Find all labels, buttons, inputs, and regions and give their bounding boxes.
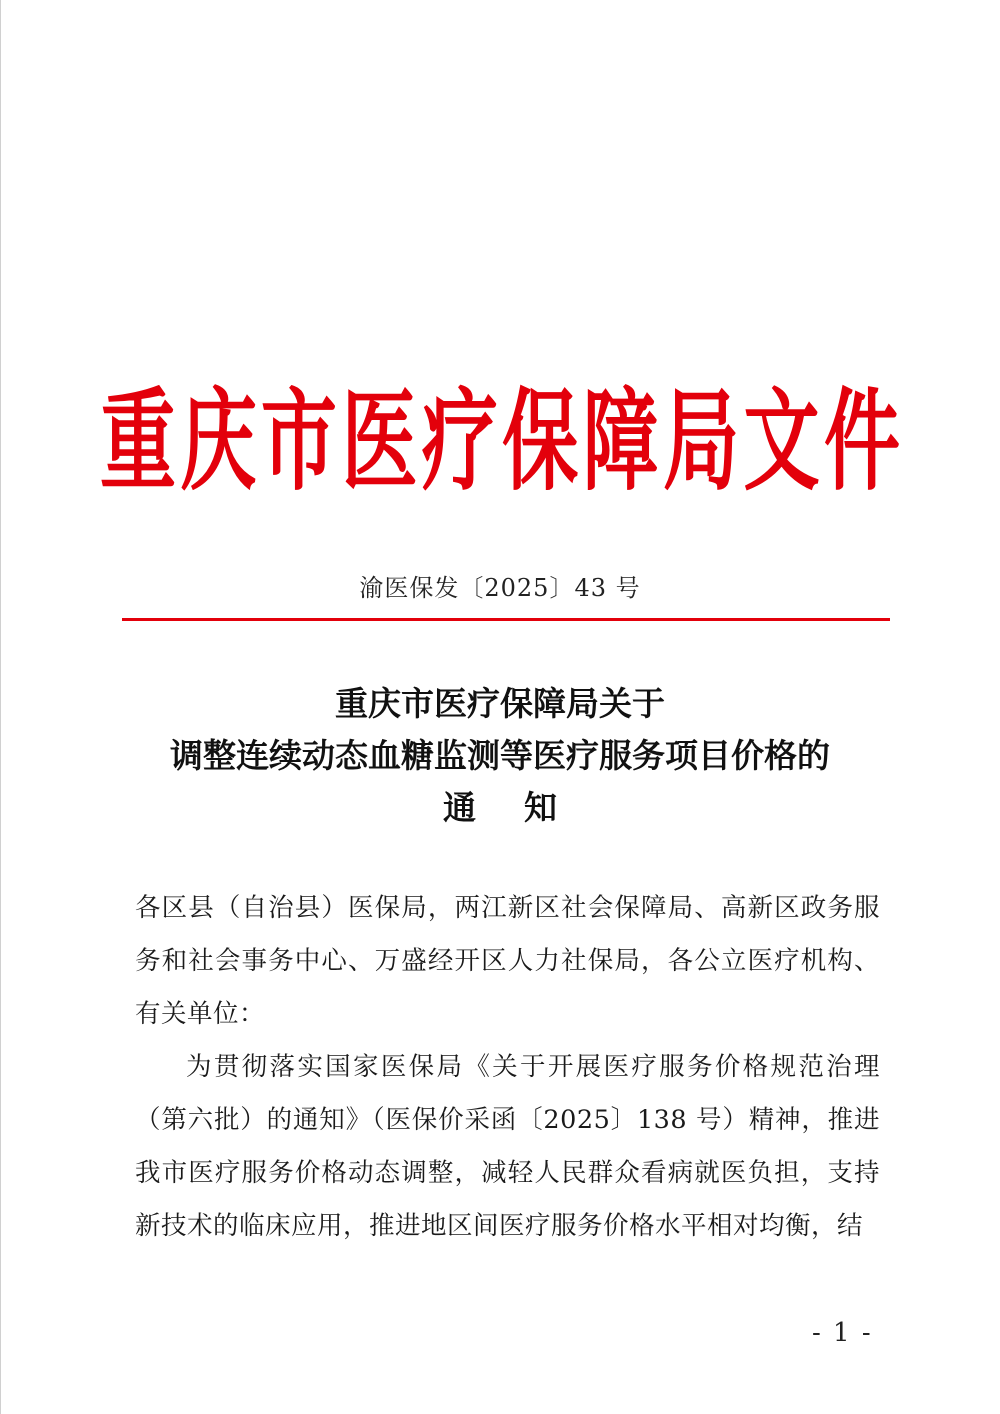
- masthead-char: 件: [823, 376, 900, 506]
- title-line-1: 重庆市医疗保障局关于: [335, 684, 665, 723]
- masthead-char: 市: [260, 376, 337, 506]
- masthead-char: 庆: [180, 376, 257, 506]
- document-body: [135, 882, 880, 1253]
- masthead-char: 局: [663, 376, 740, 506]
- title-line-3: 通知: [443, 788, 605, 827]
- masthead-char: 疗: [421, 376, 498, 506]
- document-masthead: [100, 372, 900, 512]
- document-number: 渝医保发〔2025〕43 号: [359, 574, 641, 602]
- masthead-char: 保: [502, 376, 579, 506]
- masthead-char: 障: [582, 376, 659, 506]
- masthead-char: 重: [100, 376, 176, 506]
- red-divider-line: [122, 618, 890, 621]
- document-title: [0, 678, 1000, 834]
- addressee-paragraph: 各区县（自治县）医保局，两江新区社会保障局、高新区政务服务和社会事务中心、万盛经开区人力社保局，各公立医疗机构、有关单位：: [135, 893, 880, 1029]
- page-number: - 1 -: [812, 1318, 873, 1348]
- masthead-char: 文: [743, 376, 820, 506]
- masthead-char: 医: [341, 376, 418, 506]
- body-paragraph: 为贯彻落实国家医保局《关于开展医疗服务价格规范治理（第六批）的通知》（医保价采函〔2025〕138 号）精神，推进我市医疗服务价格动态调整，减轻人民群众看病就医负担，支持新技术的临床应用，推进地区间医疗服务价格水平相对均衡，结: [135, 1052, 880, 1241]
- title-line-2: 调整连续动态血糖监测等医疗服务项目价格的: [170, 736, 830, 775]
